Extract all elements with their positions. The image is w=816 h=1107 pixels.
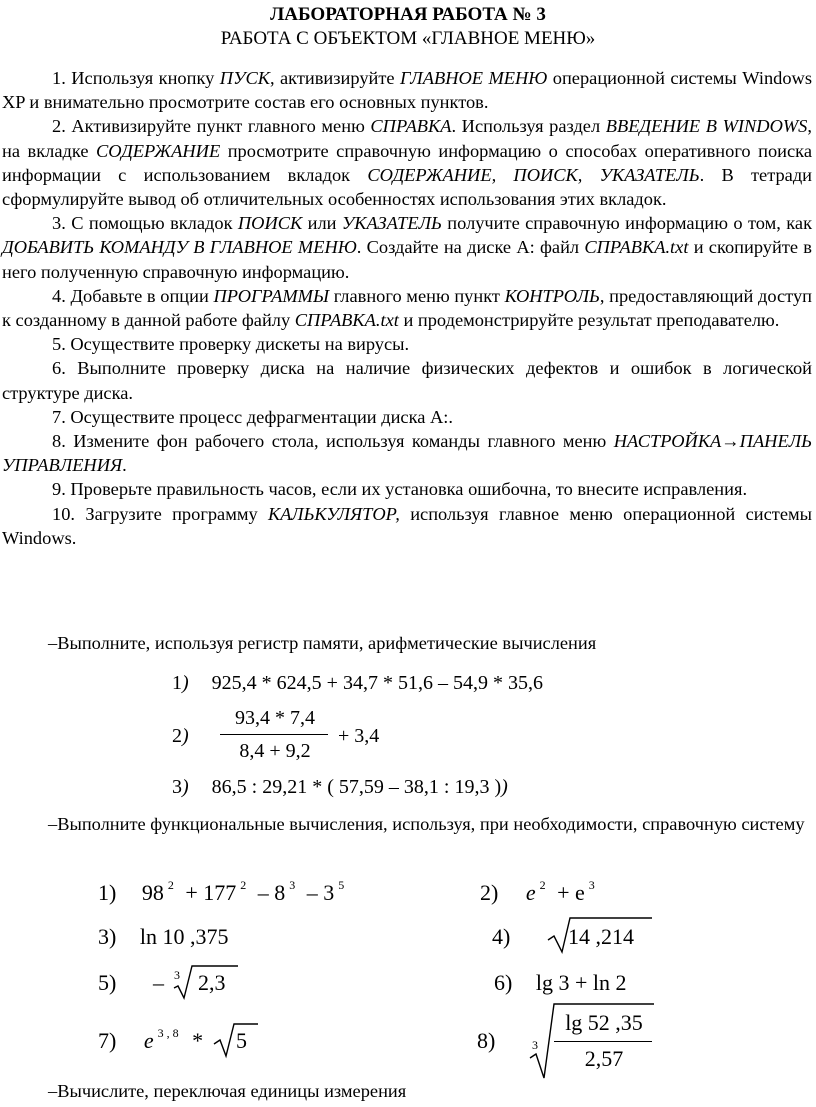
task-text: Осуществите процесс дефрагментации диска А:. [70,406,453,427]
arith-paren-3b: ) [501,776,508,798]
func-1-d: – 3 [306,880,335,905]
emphasis-term: ПРОГРАММЫ [213,285,330,306]
func-8-fraction-bar [554,1041,652,1042]
func-8-label: 8) [477,1028,496,1053]
emphasis-term: СПРАВКА [370,116,452,137]
task-item-10 [2,502,812,550]
func-4-label: 4) [492,924,511,949]
func-6-expr: lg 3 + ln 2 [535,970,627,995]
func-2-pow-a: 2 [539,878,546,892]
task-item-7 [2,405,812,429]
func-1-b: + 177 [185,880,237,905]
task-text: , активизируйте [269,68,401,88]
arith-label-2: 2 [172,725,182,747]
task-text: Измените фон рабочего стола, используя команды главного меню [73,431,614,452]
func-2-pow-b: 3 [588,878,595,892]
func-7-radicand: 5 [236,1028,247,1053]
task-text: . Создайте на диске А: файл [356,237,585,258]
arith-expression-3 [172,776,508,799]
task-text: используя главное меню операционной системы Windows. [2,503,812,548]
page-subtitle: РАБОТА С ОБЪЕКТОМ «ГЛАВНОЕ МЕНЮ» [220,28,596,49]
func-1-pow-b: 2 [240,878,247,892]
task-number: 6. [52,358,66,379]
task-number: 4. [52,285,66,306]
task-text: Используя кнопку [71,68,220,88]
func-7 [98,1028,203,1054]
task-number: 7. [52,406,66,427]
emphasis-term: ДОБАВИТЬ КОМАНДУ В ГЛАВНОЕ МЕНЮ [2,237,357,258]
task-text: просмотрите справочную информацию о способах оперативного поиска информации с использованием вкладок [2,140,812,185]
task-text: . Используя раздел [451,116,606,137]
func-3-label: 3) [98,924,117,949]
func-3-expr: ln 10 ,375 [139,924,229,949]
task-memory-text: –Выполните, используя регистр памяти, арифметические вычисления [48,633,597,653]
func-1-c: – 8 [257,880,286,905]
task-text: получите справочную информацию о том, как [441,213,812,234]
emphasis-term: ПОИСК [237,213,303,234]
arith-paren-2: ) [182,725,189,747]
task-item-5 [2,332,812,356]
task-list [2,66,812,550]
task-text: Добавьте в опции [70,285,214,306]
func-7-mul: * [192,1028,204,1053]
func-2-a: e [525,880,536,905]
task-text: операционной системы Windows XP и внимательно просмотрите состав его основных пунктов. [2,68,812,113]
emphasis-term: СПРАВКА.txt [584,237,689,258]
emphasis-term: СПРАВКА.txt [294,310,399,331]
task-text: и продемонстрируйте результат преподавателю. [398,310,780,331]
arith-2-fraction-bar [220,734,328,735]
func-5-minus: – [153,970,164,995]
task-item-1 [2,66,812,114]
arith-paren-3: ) [182,776,189,798]
func-2 [480,880,595,906]
arith-2-tail: + 3,4 [338,725,380,747]
task-text: Активизируйте пункт главного меню [71,116,371,137]
arith-2-numerator: 93,4 * 7,4 [235,707,315,729]
emphasis-term: ВВЕДЕНИЕ В WINDOWS [605,116,808,137]
func-8-denominator: 2,57 [584,1046,624,1071]
func-2-label: 2) [480,880,499,905]
emphasis-term: КАЛЬКУЛЯТОР, [268,503,400,524]
task-number: 3. [52,213,66,234]
task-item-8 [2,429,812,477]
task-number: 9. [52,479,66,500]
task-item-2 [2,114,812,211]
func-1-a: 98 [141,880,164,905]
arith-expr-3-text: 86,5 : 29,21 * ( 57,59 – 38,1 : 19,3 ) [211,776,502,798]
func-1 [98,880,344,906]
task-text: . В тетради сформулируйте вывод об отличительных особенностях использования этих вкладок. [2,164,813,210]
arith-label-1: 1 [172,672,182,694]
task-units-text: –Вычислите, переключая единицы измерения [48,1081,407,1101]
task-functions-text: –Выполните функциональные вычисления, используя, при необходимости, справочную систему [48,814,805,834]
task-text: Осуществите проверку дискеты на вирусы. [70,334,410,355]
task-text: , на вкладке [2,116,812,161]
func-1-label: 1) [98,880,117,905]
task-text: Загрузите программу [85,503,269,524]
func-8-numerator: lg 52 ,35 [565,1010,643,1035]
func-7-e: e [143,1028,154,1053]
arith-paren-1: ) [182,672,189,694]
emphasis-term: СОДЕРЖАНИЕ [96,140,221,161]
task-number: 1. [52,68,66,88]
emphasis-term: УКАЗАТЕЛЬ [341,213,442,234]
emphasis-term: НАСТРОЙКА→ПАНЕЛЬ УПРАВЛЕНИЯ [2,431,812,476]
func-1-pow-d: 5 [338,878,345,892]
func-4-radicand: 14 ,214 [568,924,634,949]
arith-label-3: 3 [172,776,182,798]
func-1-pow-c: 3 [289,878,296,892]
arith-2-denominator: 8,4 + 9,2 [239,740,311,762]
func-8-index: 3 [532,1038,538,1052]
arith-label-2-wrap [172,725,189,748]
task-text: Проверьте правильность часов, если их установка ошибочна, то внесите исправления. [70,479,748,500]
arith-expression-1 [172,672,543,695]
func-5-index: 3 [174,968,180,982]
task-item-3 [2,211,812,284]
func-7-pow: 3 , 8 [157,1026,179,1040]
emphasis-term: КОНТРОЛЬ [504,285,600,306]
emphasis-term: ГЛАВНОЕ МЕНЮ [400,68,548,88]
task-number: 5. [52,334,66,355]
task-item-9 [2,477,812,501]
func-6-label: 6) [494,970,513,995]
emphasis-term: ПУСК [219,68,270,88]
task-text: , предоставляющий доступ к созданному в данной работе файлу [2,285,812,331]
arith-expr-1-text: 925,4 * 624,5 + 34,7 * 51,6 – 54,9 * 35,6 [211,672,543,694]
task-text: С помощью вкладок [71,213,238,234]
task-item-6 [2,356,812,404]
func-2-b: + e [557,880,585,905]
task-number: 2. [52,116,66,137]
task-text: и скопируйте в него полученную справочную информацию. [2,237,812,282]
func-5-radicand: 2,3 [198,970,226,995]
page-title: ЛАБОРАТОРНАЯ РАБОТА № 3 [270,4,546,25]
task-number: 8. [52,431,66,452]
task-text: или [302,213,342,234]
func-1-pow-a: 2 [167,878,174,892]
func-6 [494,970,626,996]
func-3 [98,924,228,950]
task-text: Выполните проверку диска на наличие физических дефектов и ошибок в логической структуре диска. [2,358,812,403]
task-text: главного меню пункт [329,285,505,306]
func-7-label: 7) [98,1028,117,1053]
task-number: 10. [52,503,75,524]
emphasis-term: СОДЕРЖАНИЕ, ПОИСК, УКАЗАТЕЛЬ [367,164,700,185]
func-5-label: 5) [98,970,117,995]
task-item-4 [2,284,812,332]
task-text: . [122,455,127,476]
